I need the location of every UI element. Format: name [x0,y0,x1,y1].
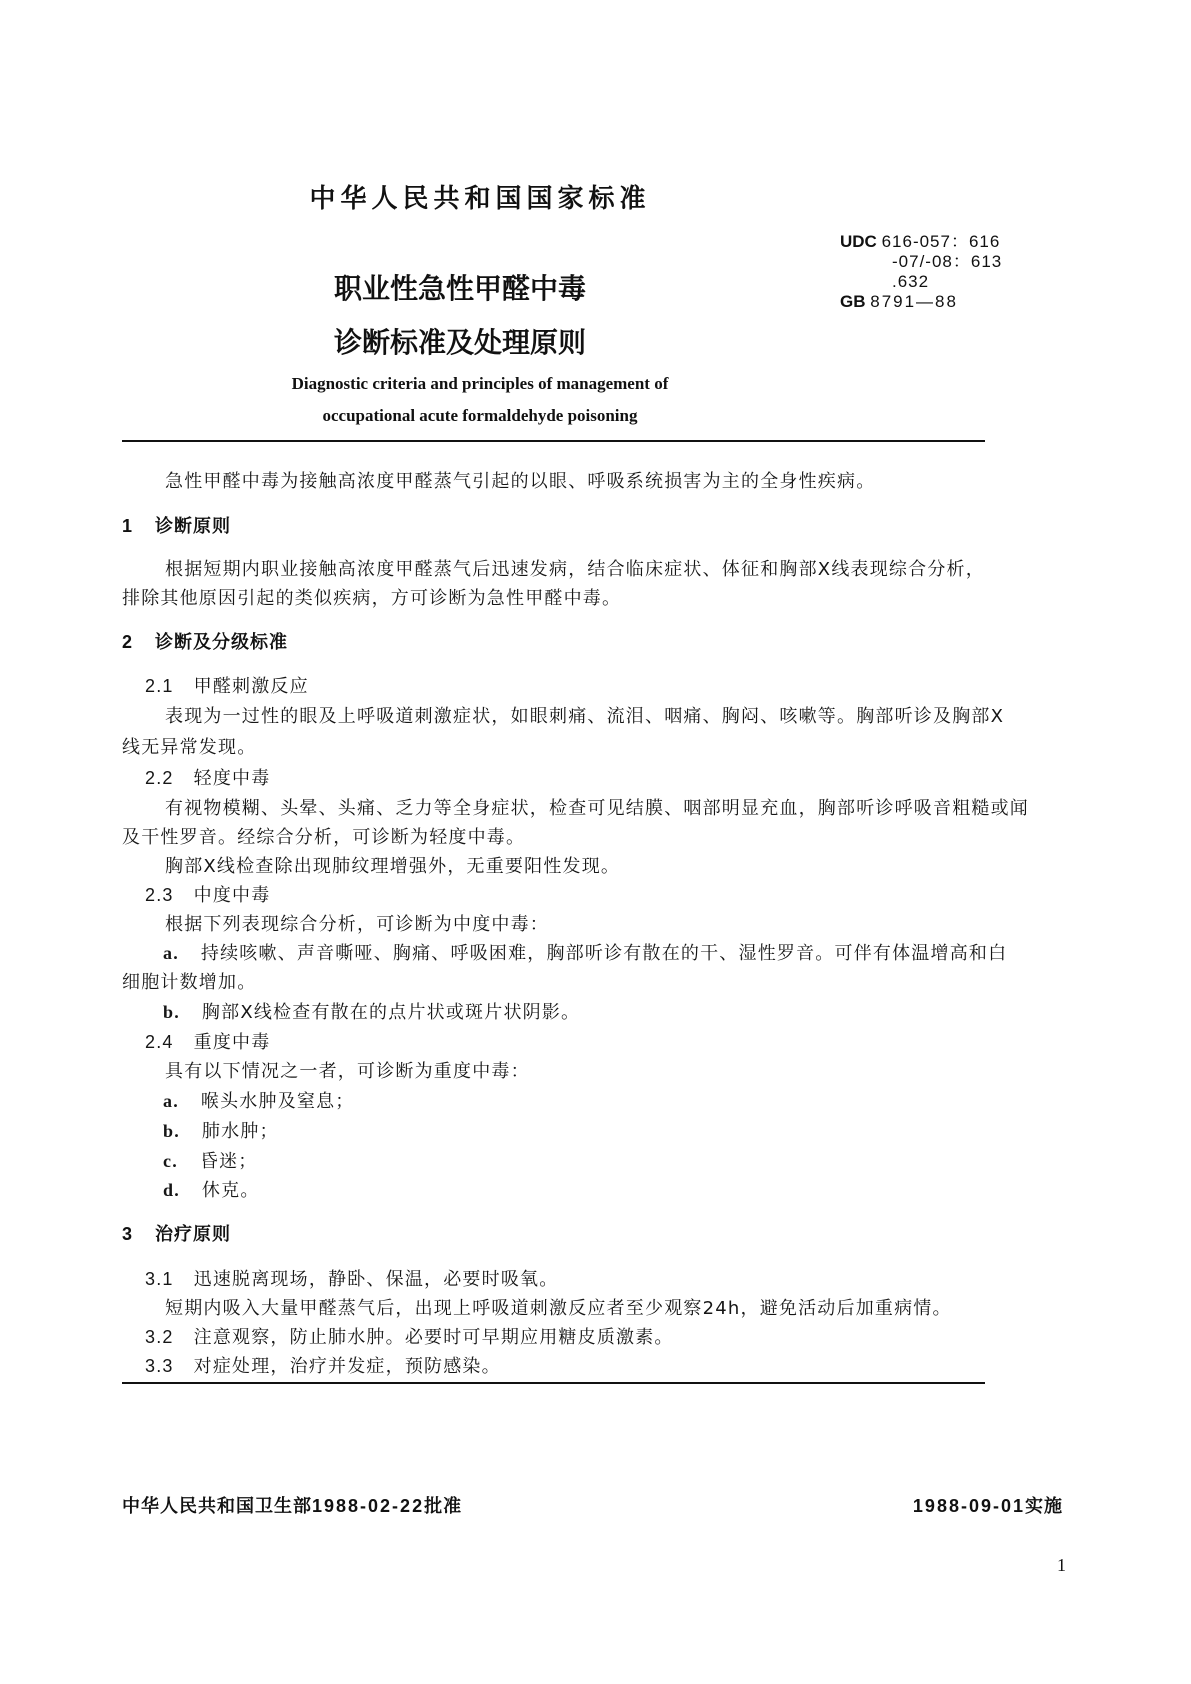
list-item-label: b. [163,1121,180,1141]
subsection-2-1-line-1: 表现为一过性的眼及上呼吸道刺激症状，如眼刺痛、流泪、咽痛、胸闷、咳嗽等。胸部听诊及胸部X [165,706,1005,727]
subsection-2-1-line-2: 线无异常发现。 [122,737,257,758]
subsection-3-1-text: 迅速脱离现场，静卧、保温，必要时吸氧。 [193,1269,559,1290]
subsection-3-1-line-2: 短期内吸入大量甲醛蒸气后，出现上呼吸道刺激反应者至少观察24h，避免活动后加重病情。 [165,1298,952,1319]
list-item-label: d. [163,1180,180,1200]
intro-paragraph: 急性甲醛中毒为接触高浓度甲醛蒸气引起的以眼、呼吸系统损害为主的全身性疾病。 [165,471,876,492]
effective-word: 实施 [1025,1496,1063,1517]
footer-divider [122,1382,985,1384]
approval-word: 批准 [424,1496,463,1517]
subsection-2-3-title: 中度中毒 [193,885,271,906]
effective-line [913,1492,1063,1518]
subsection-3-1 [145,1265,558,1291]
subsection-3-2 [145,1323,674,1349]
subsection-2-3-heading [145,881,270,907]
approval-org: 中华人民共和国卫生部 [122,1496,312,1517]
subsection-2-2-line-1: 有视物模糊、头晕、头痛、乏力等全身症状，检查可见结膜、咽部明显充血，胸部听诊呼吸音粗糙或闻 [165,798,1029,819]
list-item-text: 肺水肿； [201,1121,279,1142]
udc-code-3: .632 [892,272,930,291]
subsection-2-4-line-1: 具有以下情况之一者，可诊断为重度中毒： [165,1061,530,1082]
subsection-2-2-heading [145,764,270,790]
header-divider [122,440,985,442]
subsection-2-2-line-3: 胸部X线检查除出现肺纹理增强外，无重要阳性发现。 [165,856,621,877]
title-line-2: 诊断标准及处理原则 [333,326,586,359]
national-standard-header: 中华人民共和国国家标准 [309,184,651,214]
english-title-line-2: occupational acute formaldehyde poisoning [322,406,638,425]
section-2-heading [122,628,288,654]
title-line-1: 职业性急性甲醛中毒 [333,272,586,305]
list-item [163,1176,260,1202]
section-2-title: 诊断及分级标准 [155,632,289,653]
subsection-2-4-title: 重度中毒 [193,1032,271,1053]
section-1-heading [122,512,231,538]
subsection-3-1-number: 3.1 [145,1269,174,1289]
subsection-2-2-title: 轻度中毒 [193,768,271,789]
subsection-2-3-number: 2.3 [145,885,174,905]
list-item-text: 喉头水肿及窒息； [200,1091,355,1112]
subsection-2-4-number: 2.4 [145,1032,174,1052]
section-1-line-1: 根据短期内职业接触高浓度甲醛蒸气后迅速发病，结合临床症状、体征和胸部X线表现综合分析， [165,559,985,580]
item-a-text: 持续咳嗽、声音嘶哑、胸痛、呼吸困难，胸部听诊有散在的干、湿性罗音。可伴有体温增高和白 [200,943,1008,964]
approval-line [122,1492,462,1518]
subsection-2-1-number: 2.1 [145,676,174,696]
udc-code-1: 616-057：616 [881,232,1001,251]
udc-label: UDC [840,232,877,251]
subsection-2-3-item-a-line-2: 细胞计数增加。 [122,972,257,993]
effective-date: 1988-09-01 [912,1496,1025,1516]
section-3-title: 治疗原则 [155,1224,232,1245]
subsection-2-3-item-a [163,939,1007,965]
list-item [163,1147,258,1173]
list-item-label: a. [163,1091,179,1111]
item-b-text: 胸部X线检查有散在的点片状或斑片状阴影。 [201,1002,581,1023]
list-item-text: 休克。 [201,1180,260,1201]
section-1-number: 1 [122,516,134,536]
udc-line-1 [840,232,1002,252]
section-1-title: 诊断原则 [155,516,232,537]
list-item [163,1087,355,1113]
list-item-text: 昏迷； [199,1151,258,1172]
udc-code-2: -07/-08：613 [892,252,1003,271]
english-title [0,368,960,432]
subsection-2-3-line-1: 根据下列表现综合分析，可诊断为中度中毒： [165,914,549,935]
section-3-number: 3 [122,1224,134,1244]
subsection-3-2-text: 注意观察，防止肺水肿。必要时可早期应用糖皮质激素。 [193,1327,674,1348]
section-2-number: 2 [122,632,134,652]
page-number: 1 [1057,1555,1066,1575]
list-item [163,1117,279,1143]
subsection-2-1-title: 甲醛刺激反应 [193,676,309,697]
section-1-line-2: 排除其他原因引起的类似疾病，方可诊断为急性甲醛中毒。 [122,588,622,609]
subsection-3-3 [145,1352,501,1378]
subsection-2-2-number: 2.2 [145,768,174,788]
subsection-2-3-item-b [163,998,580,1024]
english-title-line-1: Diagnostic criteria and principles of management of [291,374,669,393]
item-a-label: a. [163,943,179,963]
subsection-2-2-line-2: 及干性罗音。经综合分析，可诊断为轻度中毒。 [122,827,526,848]
section-3-heading [122,1220,231,1246]
subsection-3-3-number: 3.3 [145,1356,174,1376]
list-item-label: c. [163,1151,178,1171]
approval-date: 1988-02-22 [312,1496,425,1516]
document-title [0,262,920,370]
subsection-2-4-heading [145,1028,270,1054]
gb-number: 8791—88 [870,292,958,311]
subsection-2-1-heading [145,672,309,698]
gb-label: GB [840,292,866,311]
subsection-3-2-number: 3.2 [145,1327,174,1347]
subsection-3-3-text: 对症处理，治疗并发症，预防感染。 [193,1356,501,1377]
item-b-label: b. [163,1002,180,1022]
